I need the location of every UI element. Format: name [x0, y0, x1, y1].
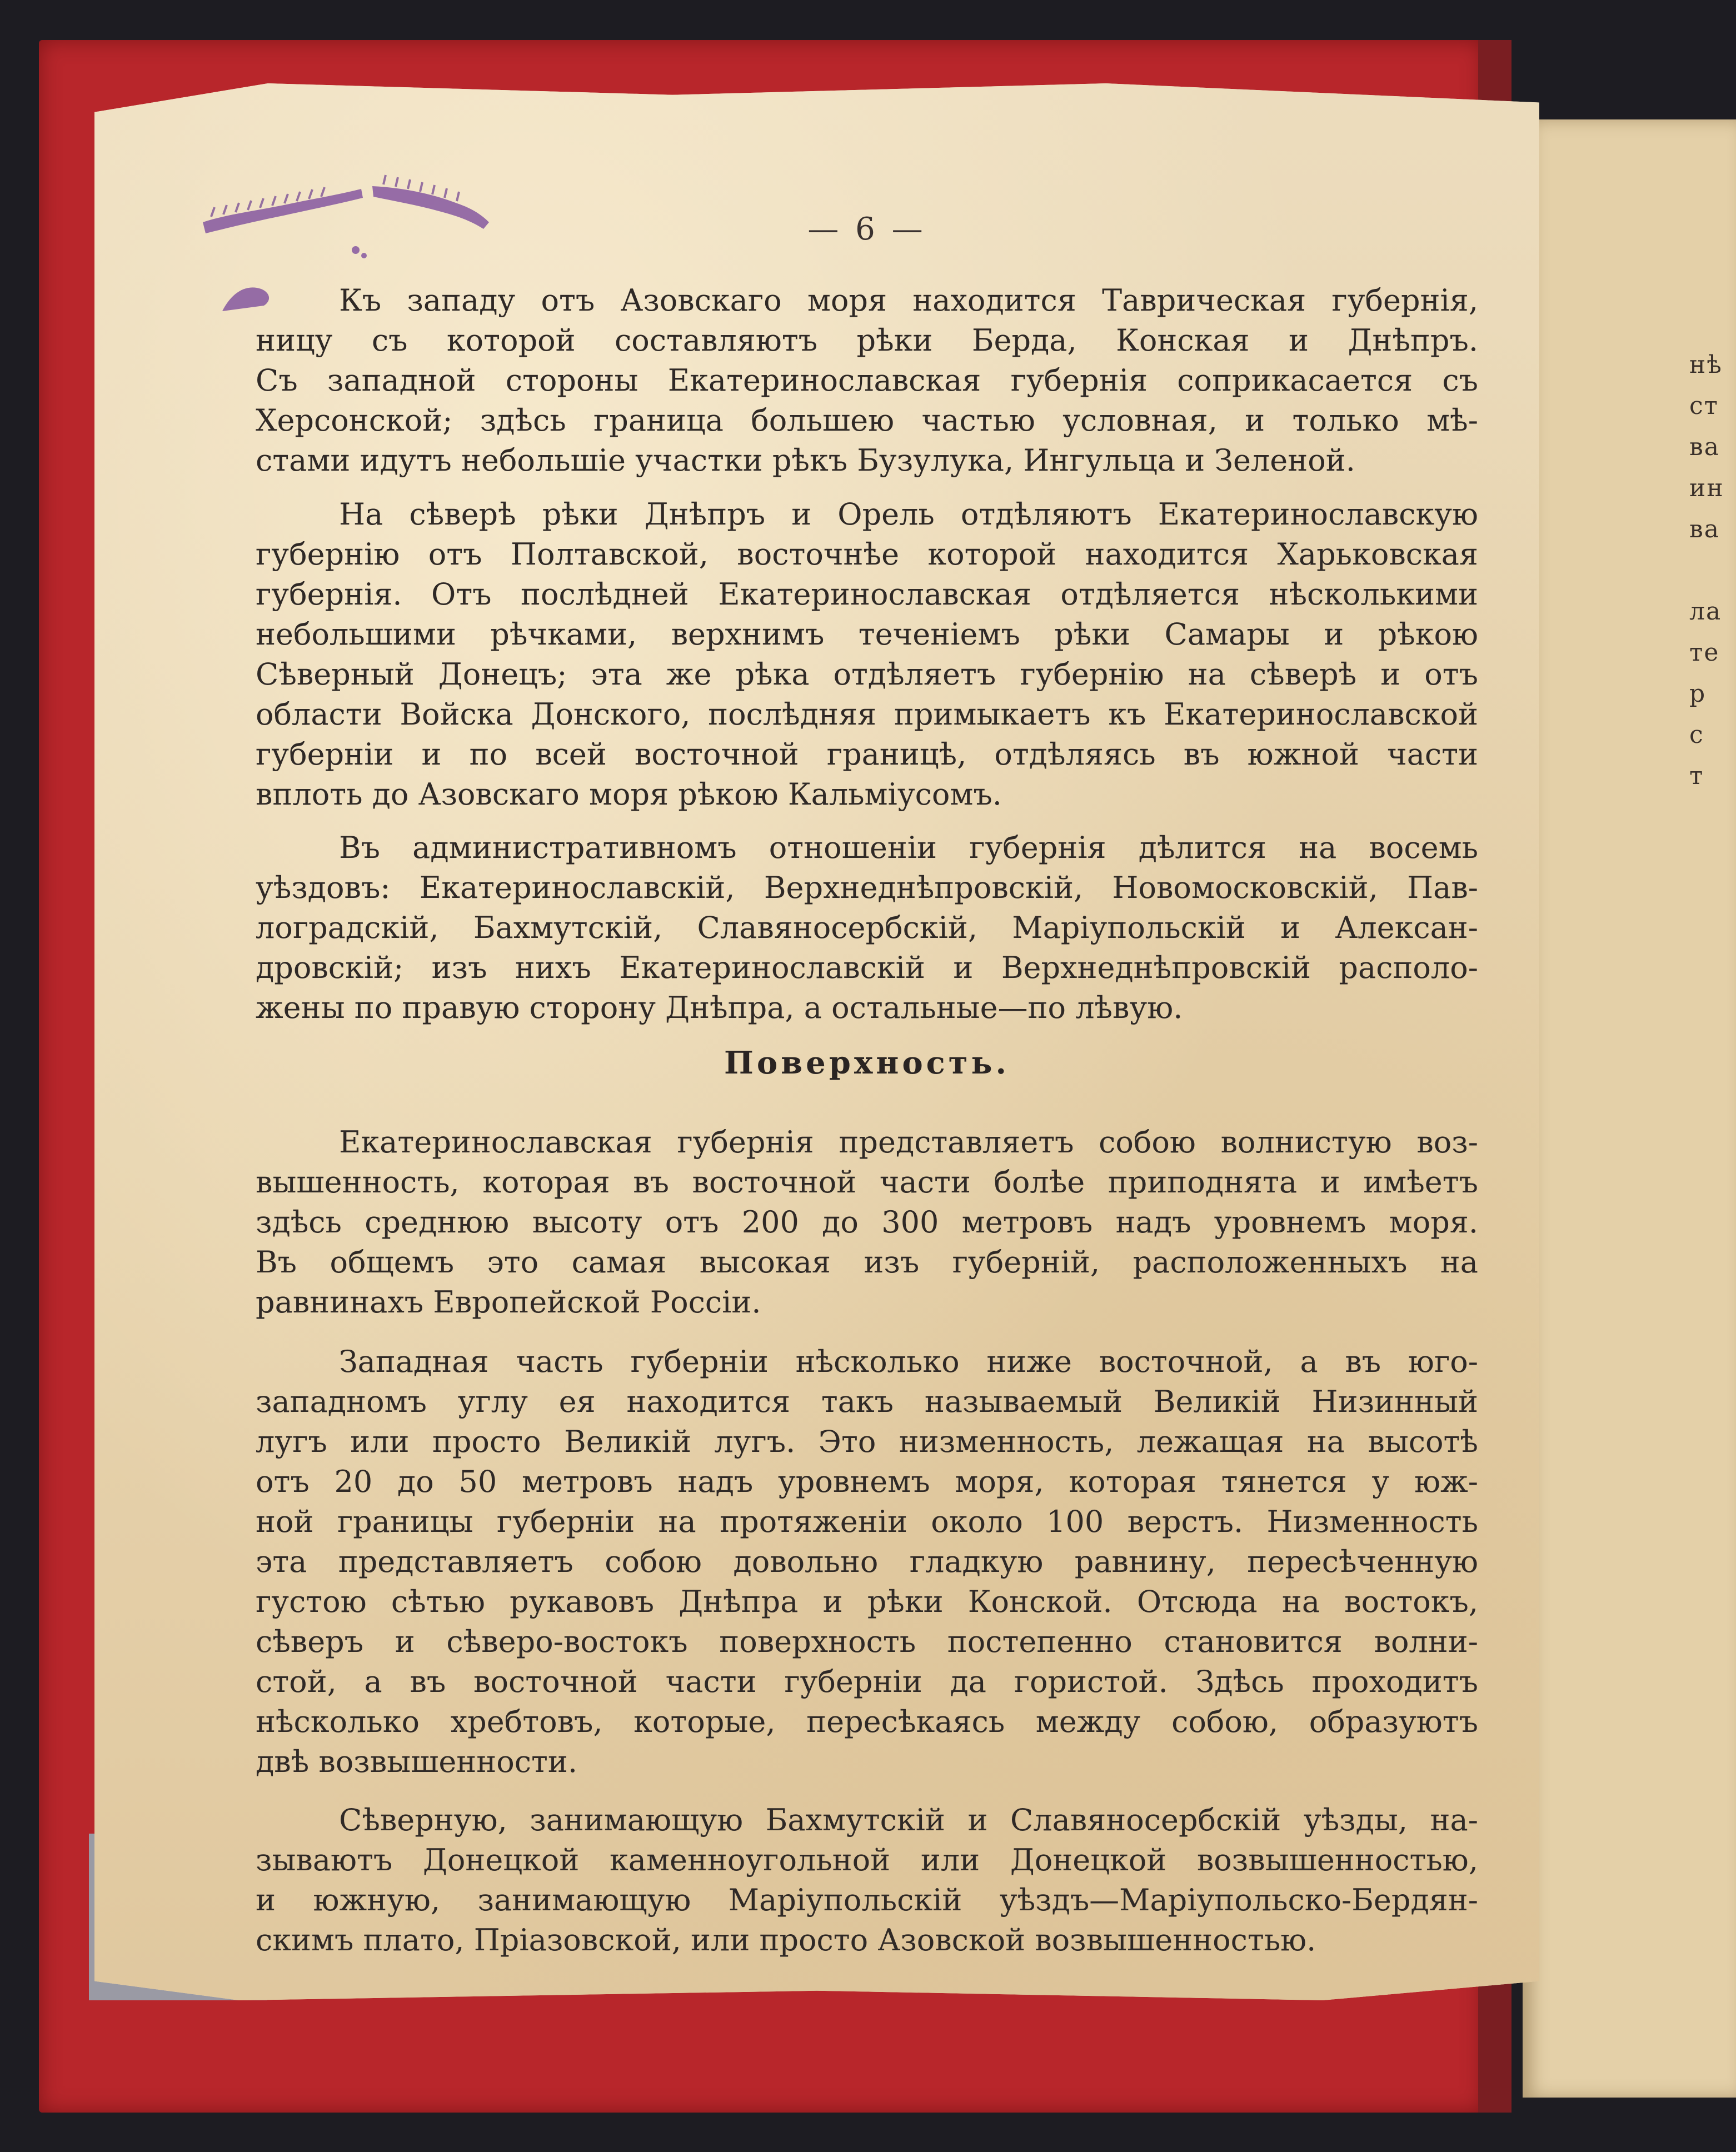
text-line: вышенность, которая въ восточной части болѣе приподнята и имѣетъ [256, 1165, 1478, 1200]
text-line: сѣверъ и сѣверо-востокъ поверхность постепенно становится волни- [256, 1624, 1478, 1659]
text-line: равнинахъ Европейской Россіи. [256, 1285, 761, 1320]
text-line: эта представляетъ собою довольно гладкую равнину, пересѣченную [256, 1544, 1478, 1579]
text-line: лугъ или просто Великій лугъ. Это низменность, лежащая на высотѣ [256, 1424, 1478, 1459]
text-line: густою сѣтью рукавовъ Днѣпра и рѣки Конской. Отсюда на востокъ, [256, 1584, 1478, 1619]
text-line: лоградскій, Бахмутскій, Славяносербскій, Маріупольскій и Алексан- [256, 910, 1478, 945]
text-line: и южную, занимающую Маріупольскій уѣздъ—Маріупольско-Бердян- [256, 1883, 1478, 1918]
facing-page-text [1689, 344, 1736, 845]
text-line: отъ 20 до 50 метровъ надъ уровнемъ моря, которая тянется у юж- [256, 1464, 1478, 1499]
paragraph-two-uplands [256, 1800, 1478, 1960]
text-line: Съ западной стороны Екатеринославская губернія соприкасается съ [256, 363, 1478, 398]
text-line: здѣсь среднюю высоту отъ 200 до 300 метровъ надъ уровнемъ моря. [256, 1205, 1478, 1240]
text-line: области Войска Донского, послѣдняя примыкаетъ къ Екатеринославской [256, 697, 1478, 732]
text-line: На сѣверѣ рѣки Днѣпръ и Орель отдѣляютъ Екатеринославскую [339, 497, 1478, 532]
page-number: — 6 — [807, 211, 926, 247]
text-line: губерніи и по всей восточной границѣ, отдѣляясь въ южной части [256, 737, 1478, 772]
text-line: скимъ плато, Пріазовской, или просто Азовской возвышенностью. [256, 1923, 1316, 1958]
facing-page-fragment: ла [1689, 597, 1722, 626]
text-line: западномъ углу ея находится такъ называемый Великій Низинный [256, 1384, 1478, 1419]
text-line: Сѣверную, занимающую Бахмутскій и Славяносербскій уѣзды, на- [339, 1803, 1478, 1838]
facing-page-fragment: р [1689, 680, 1707, 708]
paragraph-surface-overview [256, 1122, 1478, 1322]
paragraph-western-part [256, 1342, 1478, 1782]
text-line: двѣ возвышенности. [256, 1744, 578, 1779]
text-line: стой, а въ восточной части губерніи да гористой. Здѣсь проходитъ [256, 1664, 1478, 1699]
text-line: дровскій; изъ нихъ Екатеринославскій и Верхнеднѣпровскій располо- [256, 950, 1478, 985]
facing-page-fragment: т [1689, 762, 1704, 790]
text-line: Въ общемъ это самая высокая изъ губерній, расположенныхъ на [256, 1245, 1478, 1280]
paragraph-administrative [256, 828, 1478, 1028]
text-line: стами идутъ небольшіе участки рѣкъ Бузулука, Ингульца и Зеленой. [256, 443, 1355, 478]
text-line: вплоть до Азовскаго моря рѣкою Кальміусомъ. [256, 777, 1002, 812]
text-line: губернія. Отъ послѣдней Екатеринославская отдѣляется нѣсколькими [256, 577, 1478, 612]
text-line: Екатеринославская губернія представляетъ собою волнистую воз- [339, 1125, 1478, 1160]
facing-page-fragment: ст [1689, 392, 1719, 420]
text-line: Херсонской; здѣсь граница большею частью условная, и только мѣ- [256, 403, 1478, 438]
text-line: небольшими рѣчками, верхнимъ теченіемъ рѣки Самары и рѣкою [256, 617, 1478, 652]
text-line: Въ административномъ отношеніи губернія дѣлится на восемь [339, 830, 1478, 865]
facing-page-fragment: нѣ [1689, 351, 1723, 379]
text-line: нѣсколько хребтовъ, которые, пересѣкаясь между собою, образуютъ [256, 1704, 1478, 1739]
facing-page-fragment: ва [1689, 515, 1720, 543]
text-line: Сѣверный Донецъ; эта же рѣка отдѣляетъ губернію на сѣверѣ и отъ [256, 657, 1478, 692]
facing-page-fragment: ин [1689, 474, 1724, 502]
paragraph-taurida [256, 281, 1478, 481]
text-line: губернію отъ Полтавской, восточнѣе которой находится Харьковская [256, 537, 1478, 572]
text-line: Западная часть губерніи нѣсколько ниже восточной, а въ юго- [339, 1344, 1478, 1379]
paragraph-north-border [256, 495, 1478, 815]
text-line: ной границы губерніи на протяженіи около 100 верстъ. Низменность [256, 1504, 1478, 1539]
text-line: жены по правую сторону Днѣпра, а остальные—по лѣвую. [256, 990, 1183, 1025]
text-line: зываютъ Донецкой каменноугольной или Донецкой возвышенностью, [256, 1843, 1478, 1878]
text-line: ницу съ которой составляютъ рѣки Берда, Конская и Днѣпръ. [256, 323, 1478, 358]
facing-page-fragment [1689, 550, 1736, 591]
facing-page-fragment: те [1689, 638, 1720, 667]
facing-page-fragment: ва [1689, 433, 1720, 461]
section-heading: Поверхность. [724, 1045, 1010, 1081]
text-line: уѣздовъ: Екатеринославскій, Верхнеднѣпровскій, Новомосковскій, Пав- [256, 870, 1478, 905]
facing-page-fragment: с [1689, 721, 1704, 749]
text-line: Къ западу отъ Азовскаго моря находится Таврическая губернія, [339, 283, 1478, 318]
